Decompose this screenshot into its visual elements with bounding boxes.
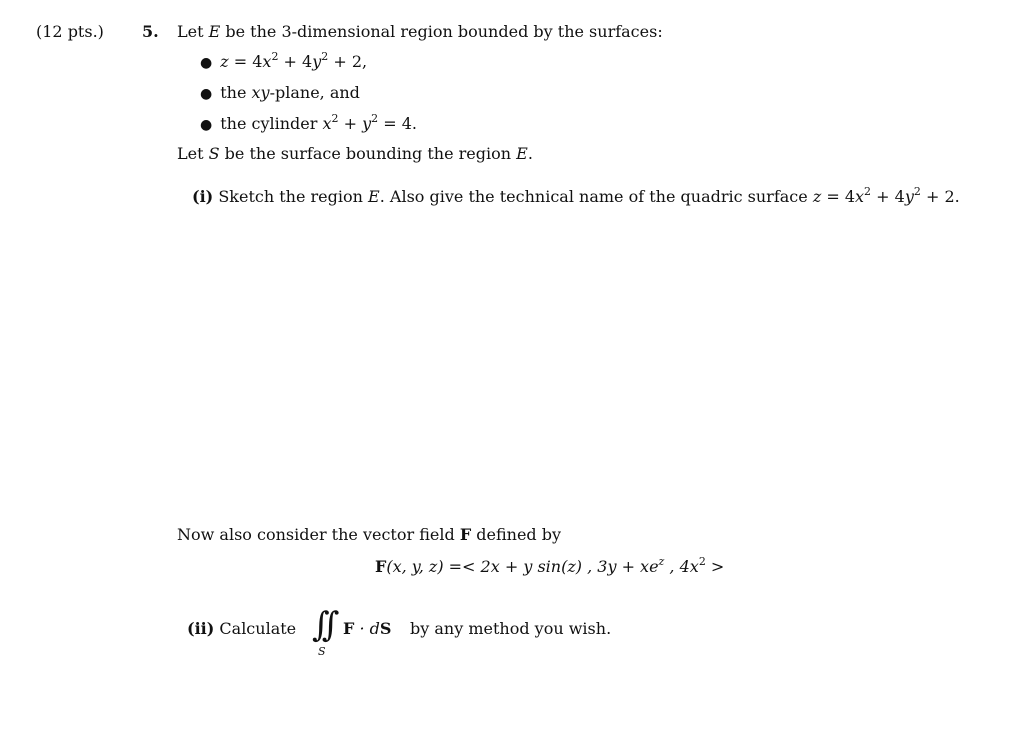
problem-intro: Let E be the 3-dimensional region bounded by the surfaces: bbox=[177, 22, 663, 41]
points-label: (12 pts.) bbox=[36, 22, 104, 41]
bullet-paraboloid: ● $z = 4x^2 + 4y^2 + 2$, bbox=[200, 50, 368, 71]
bullet-xy-plane: ● the xy-plane, and bbox=[200, 83, 360, 102]
surface-integral-symbol: ∫∫ bbox=[312, 605, 332, 645]
vector-field-formula: F(x, y, z) =< 2x + y sin(z) , $3y + xe^z$ , $4x^2$ > bbox=[375, 555, 725, 576]
bullet-icon: ● bbox=[200, 86, 213, 102]
part-i: (i) Sketch the region E. Also give the technical name of the quadric surface $z = 4x^2 + 4y^2 + 2$. bbox=[192, 185, 960, 206]
vector-field-intro: Now also consider the vector field F defined by bbox=[177, 525, 562, 544]
bullet-cylinder: ● the cylinder $x^2 + y^2 = 4$. bbox=[200, 112, 417, 133]
problem-number: 5. bbox=[142, 22, 159, 41]
bullet-icon: ● bbox=[200, 117, 213, 133]
bullet-icon: ● bbox=[200, 55, 213, 71]
integral-subscript: S bbox=[318, 645, 326, 658]
part-ii-tail: by any method you wish. bbox=[410, 619, 612, 638]
surface-line: Let S be the surface bounding the region E. bbox=[177, 144, 533, 163]
integrand: F · dS bbox=[343, 619, 392, 638]
part-ii-label-line: (ii) Calculate bbox=[187, 619, 297, 638]
part-ii-label: (ii) bbox=[187, 619, 215, 638]
part-i-label: (i) bbox=[192, 187, 214, 206]
